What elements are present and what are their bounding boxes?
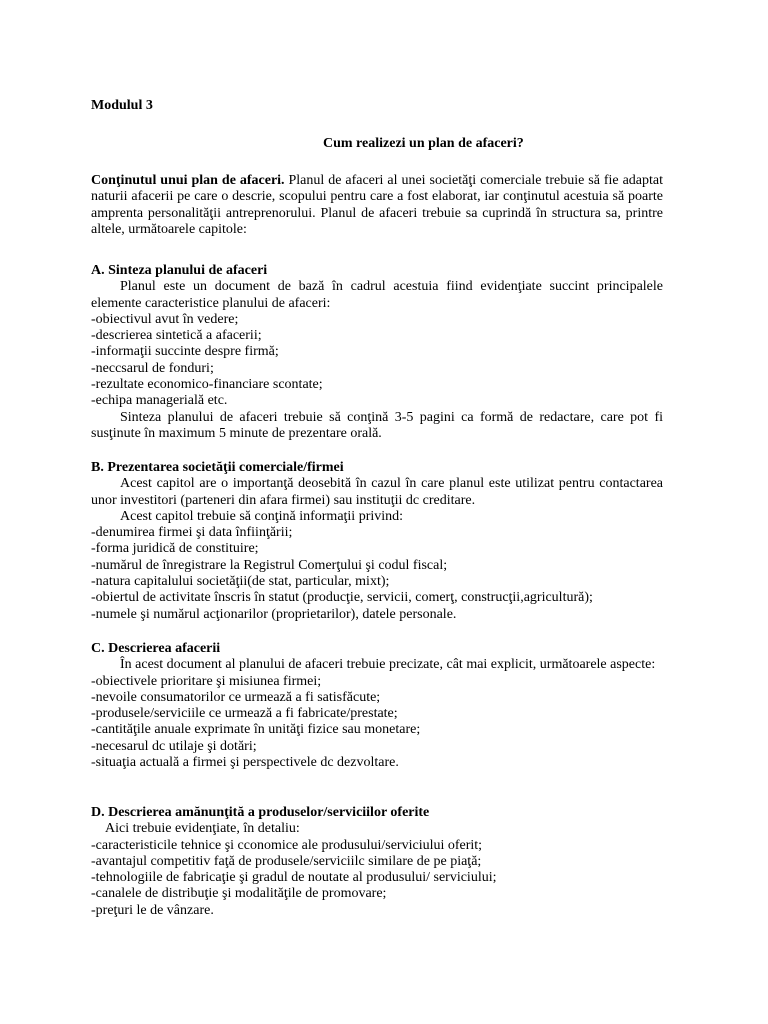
list-item: -obiectivele prioritare şi misiunea firmei; — [91, 673, 322, 689]
list-item: -echipa managerială etc. — [91, 393, 228, 409]
list-item: -necesarul dc utilaje şi dotări; — [91, 738, 257, 754]
section-c — [91, 641, 663, 771]
section-a-para2: Sinteza planului de afaceri trebuie să conţină 3-5 pagini ca formă de redactare, care pot fi susţinute în maximum 5 minute de prezentare orală. — [91, 409, 663, 441]
list-item: -descrierea sintetică a afacerii; — [91, 328, 262, 344]
section-a-heading: A. Sinteza planului de afaceri — [91, 263, 268, 278]
section-c-para1: În acest document al planului de afaceri trebuie precizate, cât mai explicit, următoarele aspecte: — [120, 657, 656, 673]
section-a-para1: Planul este un document de bază în cadrul acestuia fiind evidenţiate succint principalele elemente caracteristice planului de afaceri: — [91, 279, 663, 311]
section-a — [91, 263, 663, 442]
list-item: -neccsarul de fonduri; — [91, 360, 214, 376]
list-item: -natura capitalului societăţii(de stat, particular, mixt); — [91, 574, 390, 590]
list-item: -rezultate economico-financiare scontate; — [91, 377, 323, 393]
list-item: -numele şi numărul acţionarilor (proprietarilor), datele personale. — [91, 606, 457, 622]
intro-paragraph — [91, 173, 663, 238]
section-b — [91, 460, 663, 623]
list-item: -cantităţile anuale exprimate în unităţi fizice sau monetare; — [91, 722, 421, 738]
list-item: -caracteristicile tehnice şi cconomice ale produsului/serviciului oferit; — [91, 837, 483, 853]
list-item: -forma juridică de constituire; — [91, 541, 259, 557]
section-b-heading: B. Prezentarea societăţii comerciale/firmei — [91, 460, 344, 475]
document-title: Cum realizezi un plan de afaceri? — [323, 136, 524, 151]
section-a-list — [91, 312, 663, 410]
section-c-heading: C. Descrierea afacerii — [91, 641, 221, 656]
section-b-para2: Acest capitol trebuie să conţină informaţii privind: — [120, 508, 404, 524]
list-item: -canalele de distribuţie şi modalităţile de promovare; — [91, 886, 387, 902]
intro-text: Planul de afaceri al unei societăţi comerciale trebuie să fie adaptat naturii afacerii pe care o descrie, scopului pentru care a fost elaborat, iar conţinutul acestuia să poarte amprenta personalităţii antreprenorului. Planul de afaceri trebuie sa cuprindă în structura sa, printre altele, următoarele capitole: — [91, 173, 663, 237]
section-b-list — [91, 525, 663, 623]
list-item: -avantajul competitiv faţă de produsele/serviciilc similare de pe piaţă; — [91, 853, 482, 869]
list-item: -obiectivul avut în vedere; — [91, 311, 239, 327]
list-item: -situaţia actuală a firmei şi perspectivele dc dezvoltare. — [91, 755, 399, 771]
section-c-list — [91, 674, 663, 772]
list-item: -nevoile consumatorilor ce urmează a fi satisfăcute; — [91, 689, 381, 705]
list-item: -informaţii succinte despre firmă; — [91, 344, 279, 360]
list-item: -preţuri le de vânzare. — [91, 902, 214, 918]
section-b-para1: Acest capitol are o importanţă deosebită în cazul în care planul este utilizat pentru contactarea unor investitori (parteneri din afara firmei) sau instituţii dc creditare. — [91, 476, 663, 508]
list-item: -denumirea firmei şi data înfiinţării; — [91, 525, 293, 541]
list-item: -tehnologiile de fabricaţie şi gradul de noutate al produsului/ serviciului; — [91, 870, 497, 886]
list-item: -produsele/serviciile ce urmează a fi fabricate/prestate; — [91, 706, 398, 722]
section-d-heading: D. Descrierea amănunţită a produselor/serviciilor oferite — [91, 805, 430, 820]
list-item: -numărul de înregistrare la Registrul Comerţului şi codul fiscal; — [91, 557, 448, 573]
section-d-para1: Aici trebuie evidenţiate, în detaliu: — [105, 821, 300, 837]
list-item: -obiertul de activitate înscris în statut (producţie, servicii, comerţ, construcţii,agricultură); — [91, 590, 593, 606]
section-d-list — [91, 838, 663, 919]
intro-bold-lead: Conţinutul unui plan de afaceri. — [91, 173, 285, 188]
section-d — [91, 805, 663, 919]
module-label: Modulul 3 — [91, 98, 153, 113]
